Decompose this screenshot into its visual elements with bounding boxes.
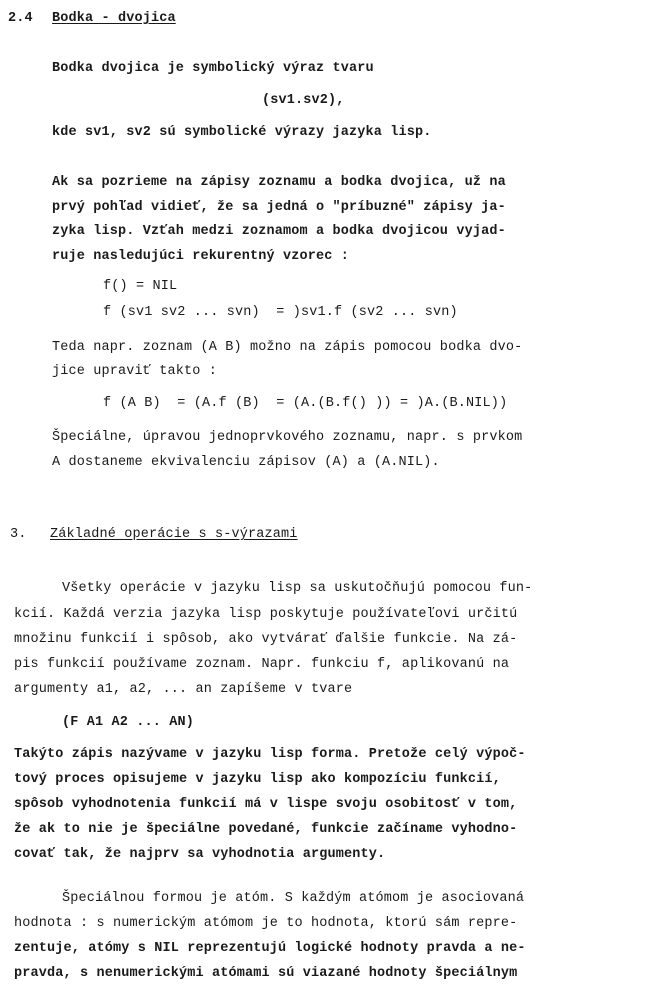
paragraph-line: jice upraviť takto : <box>52 364 218 379</box>
formula-line: f (sv1 sv2 ... svn) = )sv1.f (sv2 ... svn) <box>103 305 458 320</box>
paragraph-line: ruje nasledujúci rekurentný vzorec : <box>52 249 350 264</box>
paragraph-line: hodnota : s numerickým atómom je to hodnota, ktorú sám repre- <box>14 916 518 931</box>
formula-line: f() = NIL <box>103 279 178 294</box>
formula-line: (F A1 A2 ... AN) <box>62 715 195 730</box>
paragraph-line: Špeciálne, úpravou jednoprvkového zoznamu, napr. s prvkom <box>52 430 523 445</box>
paragraph-line: pravda, s nenumerickými atómami sú viazané hodnoty špeciálnym <box>14 966 518 981</box>
paragraph-line: covať tak, že najprv sa vyhodnotia argumenty. <box>14 847 386 862</box>
paragraph-line: A dostaneme ekvivalenciu zápisov (A) a (A.NIL). <box>52 455 440 470</box>
paragraph-line: pis funkcií používame zoznam. Napr. funkciu f, aplikovanú na <box>14 657 510 672</box>
paragraph-line: Ak sa pozrieme na zápisy zoznamu a bodka dvojica, už na <box>52 175 506 190</box>
paragraph-line: spôsob vyhodnotenia funkcií má v lispe svoju osobitosť v tom, <box>14 797 518 812</box>
paragraph-line: tový proces opisujeme v jazyku lisp ako kompozíciu funkcií, <box>14 772 501 787</box>
definition-line: Bodka dvojica je symbolický výraz tvaru <box>52 61 374 76</box>
paragraph-line: množinu funkcií i spôsob, ako vytvárať ďalšie funkcie. Na zá- <box>14 632 518 647</box>
paragraph-line: že ak to nie je špeciálne povedané, funkcie začíname vyhodno- <box>14 822 518 837</box>
paragraph-line: Takýto zápis nazývame v jazyku lisp forma. Pretože celý výpoč- <box>14 747 526 762</box>
formula-line: f (A B) = (A.f (B) = (A.(B.f() )) = )A.(B.NIL)) <box>103 396 508 411</box>
paragraph-line: argumenty a1, a2, ... an zapíšeme v tvare <box>14 682 353 697</box>
section-2-4-number: 2.4 <box>8 11 33 26</box>
section-3-number: 3. <box>10 527 27 542</box>
paragraph-line: Teda napr. zoznam (A B) možno na zápis pomocou bodka dvo- <box>52 340 523 355</box>
definition-line: kde sv1, sv2 sú symbolické výrazy jazyka lisp. <box>52 125 432 140</box>
section-2-4-title: Bodka - dvojica <box>52 11 176 26</box>
paragraph-line: zentuje, atómy s NIL reprezentujú logické hodnoty pravda a ne- <box>14 941 526 956</box>
paragraph-line: Špeciálnou formou je atóm. S každým atómom je asociovaná <box>62 891 525 906</box>
paragraph-line: kcií. Každá verzia jazyka lisp poskytuje používateľovi určitú <box>14 607 518 622</box>
paragraph-line: Všetky operácie v jazyku lisp sa uskutočňujú pomocou fun- <box>62 581 533 596</box>
definition-formula: (sv1.sv2), <box>262 93 345 108</box>
paragraph-line: zyka lisp. Vzťah medzi zoznamom a bodka dvojicou vyjad- <box>52 224 506 239</box>
section-3-title: Základné operácie s s-výrazami <box>50 527 298 542</box>
paragraph-line: prvý pohľad vidieť, že sa jedná o "príbuzné" zápisy ja- <box>52 200 506 215</box>
